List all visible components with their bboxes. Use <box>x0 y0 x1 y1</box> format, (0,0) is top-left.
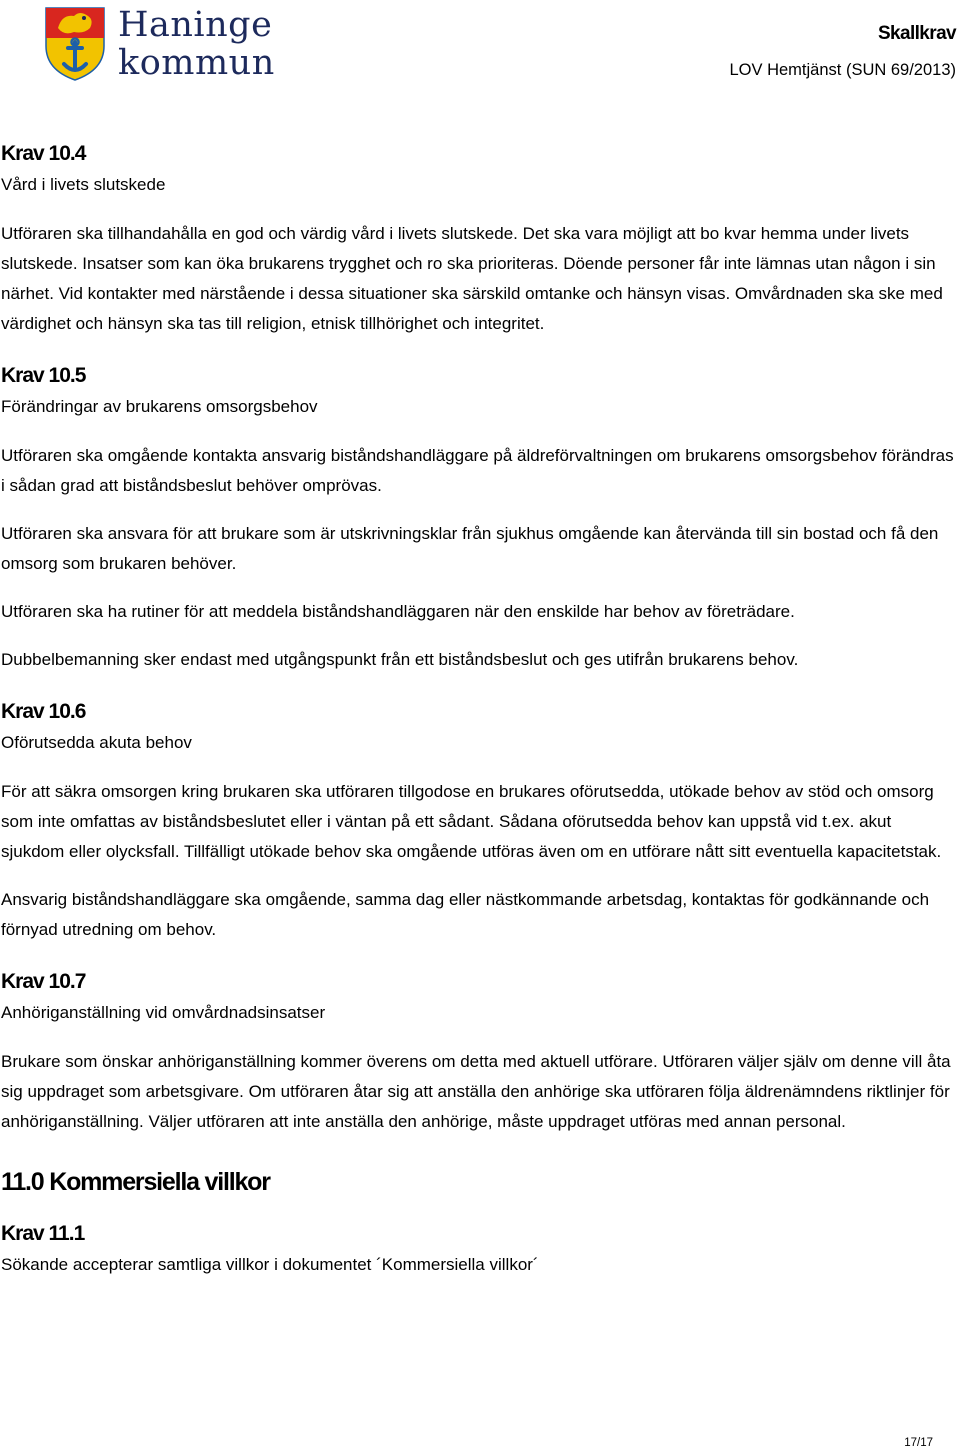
requirement-10-5 <box>1 363 959 675</box>
page-number: 17/17 <box>904 1437 933 1449</box>
requirement-11-1 <box>1 1221 959 1277</box>
coat-of-arms-icon <box>44 6 106 82</box>
requirement-subtitle: Oförutsedda akuta behov <box>1 733 192 752</box>
requirement-heading: Krav 11.1 <box>1 1222 85 1245</box>
document-body <box>1 141 959 1277</box>
requirement-paragraph: Utföraren ska omgående kontakta ansvarig biståndshandläggare på äldreförvaltningen om brukarens omsorgsbehov förändras i sådan grad att biståndsbeslut behöver omprövas. <box>1 446 954 495</box>
requirement-subtitle: Vård i livets slutskede <box>1 175 166 194</box>
document-subtitle: LOV Hemtjänst (SUN 69/2013) <box>729 61 956 79</box>
requirement-paragraph: Brukare som önskar anhöriganställning kommer överens om detta med aktuell utförare. Utföraren väljer själv om denne vill åta sig uppdraget som arbetsgivare. Om utföraren åtar sig att anställa den anhörige ska utföraren följa äldrenämndens riktlinjer för anhöriganställning. Väljer utföraren att inte anställa den anhörige, måste uppdraget utföras med annan personal. <box>1 1052 951 1131</box>
logo-wordmark <box>118 6 275 82</box>
document-header <box>729 22 956 81</box>
requirement-paragraph: Ansvarig biståndshandläggare ska omgående, samma dag eller nästkommande arbetsdag, kontaktas för godkännande och förnyad utredning om behov. <box>1 890 930 939</box>
requirement-subtitle: Förändringar av brukarens omsorgsbehov <box>1 397 318 416</box>
requirement-heading: Krav 10.5 <box>1 364 86 387</box>
requirement-10-4 <box>1 141 959 339</box>
requirement-subtitle: Anhöriganställning vid omvårdnadsinsatser <box>1 1003 326 1022</box>
haninge-kommun-logo <box>44 6 284 82</box>
section-heading-11: 11.0 Kommersiella villkor <box>1 1168 270 1196</box>
requirement-10-6 <box>1 699 959 945</box>
requirement-heading: Krav 10.6 <box>1 700 86 723</box>
requirement-paragraph: Utföraren ska ha rutiner för att meddela biståndshandläggaren när den enskilde har behov av företrädare. <box>1 602 795 621</box>
requirement-subtitle: Sökande accepterar samtliga villkor i dokumentet ´Kommersiella villkor´ <box>1 1255 539 1274</box>
document-title: Skallkrav <box>877 23 956 44</box>
requirement-heading: Krav 10.4 <box>1 142 86 165</box>
requirement-10-7 <box>1 969 959 1137</box>
logo-line-1: Haninge <box>118 5 273 45</box>
requirement-paragraph: Dubbelbemanning sker endast med utgångspunkt från ett biståndsbeslut och ges utifrån brukarens behov. <box>1 650 799 669</box>
requirement-paragraph: Utföraren ska ansvara för att brukare som är utskrivningsklar från sjukhus omgående kan återvända till sin bostad och få den omsorg som brukaren behöver. <box>1 524 939 573</box>
requirement-heading: Krav 10.7 <box>1 970 86 993</box>
requirement-paragraph: För att säkra omsorgen kring brukaren ska utföraren tillgodose en brukares oförutsedda, utökade behov av stöd och omsorg som inte omfattas av biståndsbeslutet eller i väntan på ett sådant. Sådana oförutsedda behov kan uppstå vid t.ex. akut sjukdom eller olycksfall. Tillfälligt utökade behov ska omgående utföras även om en utförare nått sitt eventuella kapacitetstak. <box>1 782 942 861</box>
logo-line-2: kommun <box>118 43 275 83</box>
requirement-paragraph: Utföraren ska tillhandahålla en god och värdig vård i livets slutskede. Det ska vara möjligt att bo kvar hemma under livets slutskede. Insatser som kan öka brukarens trygghet och ro ska prioriteras. Döende personer får inte lämnas utan någon i sin närhet. Vid kontakter med närstående i dessa situationer ska särskild omtanke och hänsyn visas. Omvårdnaden ska ske med värdighet och hänsyn ska tas till religion, etnisk tillhörighet och integritet. <box>1 224 943 333</box>
